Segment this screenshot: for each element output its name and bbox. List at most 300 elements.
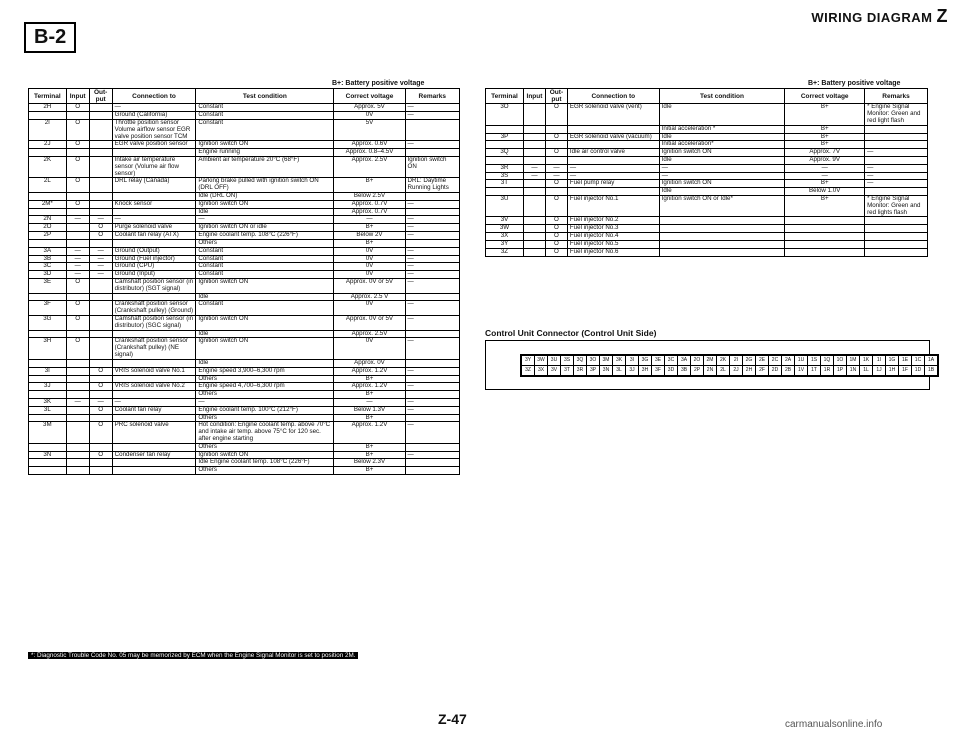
table-cell [89,104,112,112]
table-row [29,278,460,293]
table-row [29,359,460,367]
table-cell: 0V [334,263,405,271]
table-cell: B+ [785,125,865,133]
table-cell [865,240,928,248]
table-cell: 3W [486,225,524,233]
table-cell [66,193,89,201]
table-row [29,443,460,451]
connector-pin: 3L [613,366,625,375]
table-cell [66,293,89,301]
table-cell [66,224,89,232]
table-cell: — [405,271,459,279]
table-cell: 3J [29,383,67,391]
table-cell: Fuel injector No.3 [567,225,659,233]
table-row [29,216,460,224]
table-cell [405,414,459,422]
table-cell: DRL relay (Canada) [112,178,196,193]
table-cell [523,217,545,225]
table-cell: — [89,247,112,255]
table-cell: Condenser fan relay [112,451,196,459]
table-cell: 3U [486,196,524,217]
table-cell [405,375,459,383]
table-cell [29,193,67,201]
connector-pin: 3A [678,356,690,365]
table-cell: 3A [29,247,67,255]
table-cell: O [89,406,112,414]
table-cell: Ignition switch ON [196,141,334,149]
table-row [486,149,928,157]
table-cell: VRIS solenoid valve No.2 [112,383,196,391]
table-cell: 3H [29,338,67,359]
table-cell: O [66,119,89,140]
table-cell: — [659,172,785,180]
table-cell [29,414,67,422]
connector-pin: 1J [873,366,885,375]
connector-row-top [522,356,937,365]
table-cell: Ignition switch ON [196,451,334,459]
table-cell: — [66,398,89,406]
table-cell [545,125,567,133]
connector-pin: 2H [743,366,755,375]
table-cell: — [112,104,196,112]
table-cell: Approx. 0V [334,359,405,367]
table-cell: Fuel injector No.4 [567,233,659,241]
table-cell [66,391,89,399]
table-cell [89,467,112,475]
table-cell: Parking brake pulled with ignition switch ON (DRL OFF) [196,178,334,193]
table-cell [112,375,196,383]
table-cell [89,391,112,399]
table-cell [659,225,785,233]
table-cell: * Engine Signal Monitor: Green and red lights flash [865,196,928,217]
table-cell: 0V [334,255,405,263]
table-cell: 3G [29,316,67,331]
table-cell: B+ [334,451,405,459]
table-cell: Others [196,239,334,247]
column-header: Out-put [545,89,567,104]
table-cell [865,125,928,133]
table-cell [112,459,196,467]
table-cell: Idle [659,104,785,125]
table-cell: O [545,248,567,256]
connector-pin: 3G [639,356,651,365]
connector-pin: 1V [795,366,807,375]
table-cell [486,156,524,164]
table-cell [405,208,459,216]
table-cell: Intake air temperature sensor (Volume air flow sensor) [112,156,196,177]
connector-pin: 1A [925,356,937,365]
table-row [29,232,460,240]
table-row [29,422,460,443]
table-cell [89,443,112,451]
table-cell: — [196,216,334,224]
table-cell: Ignition switch ON [659,180,785,188]
table-row [29,316,460,331]
connector-pin: 3Z [522,366,534,375]
table-cell: Approx. 0.7V [334,200,405,208]
connector-pin: 1K [860,356,872,365]
table-cell: — [334,398,405,406]
connector-caption: Control Unit Connector (Control Unit Side) [485,328,657,338]
connector-row-bottom [522,366,937,375]
table-cell: B+ [334,239,405,247]
column-header: Correct voltage [785,89,865,104]
table-cell: 0V [334,112,405,120]
table-cell: — [334,216,405,224]
table-row [29,112,460,120]
footnote: *: Diagnostic Trouble Code No. 05 may be memorized by ECM when the Engine Signal Monitor is set to position 2M. [28,652,358,659]
table-row [29,451,460,459]
table-row [29,104,460,112]
table-cell [405,459,459,467]
table-cell: — [405,451,459,459]
table-cell [89,119,112,140]
table-cell: 2K [29,156,67,177]
table-cell: Purge solenoid valve [112,224,196,232]
table-row [29,459,460,467]
table-cell: Idle [659,188,785,196]
table-cell: Ambient air temperature 20°C (68°F) [196,156,334,177]
table-cell [659,248,785,256]
table-cell: Ground (California) [112,112,196,120]
table-cell: 3P [486,133,524,141]
table-cell: 2I [29,119,67,140]
table-cell [545,141,567,149]
table-cell [89,239,112,247]
column-header: Input [66,89,89,104]
table-cell [29,208,67,216]
table-cell [405,359,459,367]
table-cell: Fuel injector No.5 [567,240,659,248]
table-cell: — [405,338,459,359]
table-cell: B+ [334,414,405,422]
column-header: Out-put [89,89,112,104]
table-cell: O [66,301,89,316]
table-row [29,247,460,255]
table-row [29,271,460,279]
table-cell: B+ [334,375,405,383]
table-cell: O [545,180,567,188]
table-cell: — [89,255,112,263]
connector-pin: 2M [704,356,716,365]
table-cell: DRL: Daytime Running Lights [405,178,459,193]
table-cell: — [523,164,545,172]
table-cell: — [405,398,459,406]
table-cell: — [405,141,459,149]
table-cell: Below 2V [334,232,405,240]
table-cell: Approx. 0V or 5V [334,316,405,331]
connector-pin: 3N [600,366,612,375]
table-cell: — [405,422,459,443]
table-cell [89,330,112,338]
table-row [29,330,460,338]
table-cell [405,193,459,201]
table-cell [523,156,545,164]
table-cell: — [405,200,459,208]
table-cell: — [112,216,196,224]
table-cell: PRC solenoid valve [112,422,196,443]
section-tag: B-2 [24,22,76,53]
table-cell: 2J [29,141,67,149]
table-cell: O [545,240,567,248]
table-cell: — [545,172,567,180]
connector-pin: 3O [587,356,599,365]
table-row [29,467,460,475]
table-cell [523,233,545,241]
table-cell: B+ [785,133,865,141]
table-cell [112,391,196,399]
table-cell [112,149,196,157]
table-cell: — [405,278,459,293]
page-header [811,6,948,27]
table-cell: — [865,180,928,188]
table-cell: Approx. 5V [334,104,405,112]
table-cell: — [89,271,112,279]
table-cell: Approx. 7V [785,149,865,157]
table-cell [89,338,112,359]
table-cell: 3L [29,406,67,414]
table-cell [89,112,112,120]
table-cell [405,293,459,301]
table-cell [89,375,112,383]
table-cell: 0V [334,301,405,316]
table-cell: 5V [334,119,405,140]
watermark: carmanualsonline.info [785,719,883,730]
connector-pin: 3E [652,356,664,365]
table-cell [523,141,545,149]
table-row [486,141,928,149]
table-cell: Engine speed 3,900–6,300 rpm [196,367,334,375]
table-cell: 3S [486,172,524,180]
table-cell: Fuel injector No.1 [567,196,659,217]
connector-pin: 2E [756,356,768,365]
table-cell [112,293,196,301]
table-cell: O [545,225,567,233]
table-cell [29,443,67,451]
table-cell [66,112,89,120]
table-cell [486,141,524,149]
table-row [29,338,460,359]
table-cell [89,193,112,201]
table-row [29,149,460,157]
column-header: Connection to [112,89,196,104]
connector-pin: 1U [795,356,807,365]
table-row [29,156,460,177]
table-cell: O [89,383,112,391]
table-cell: — [405,104,459,112]
connector-pin: 1M [847,356,859,365]
connector-pin: 1F [899,366,911,375]
table-cell: Camshaft position sensor (in distributor) (SGT signal) [112,278,196,293]
table-cell: — [405,316,459,331]
table-cell: Constant [196,104,334,112]
column-header: Test condition [659,89,785,104]
table-cell [66,208,89,216]
table-cell [545,156,567,164]
connector-pin: 2C [769,356,781,365]
table-cell: Throttle position sensor Volume airflow sensor EGR valve position sensor TCM [112,119,196,140]
table-cell: B+ [334,391,405,399]
connector-pin: 3X [535,366,547,375]
table-cell: 3R [486,164,524,172]
column-header: Remarks [405,89,459,104]
table-cell [523,248,545,256]
connector-pin: 3T [561,366,573,375]
table-cell: 3K [29,398,67,406]
table-cell: VRIS solenoid valve No.1 [112,367,196,375]
table-row [29,367,460,375]
table-cell [785,240,865,248]
table-cell: — [89,263,112,271]
connector-pin: 2P [691,366,703,375]
table-cell [66,443,89,451]
table-cell: O [66,316,89,331]
table-cell: — [66,263,89,271]
table-row [29,255,460,263]
table-cell: Fuel injector No.2 [567,217,659,225]
connector-pin: 2A [782,356,794,365]
table-cell: 3N [29,451,67,459]
table-row [486,225,928,233]
table-cell: Engine coolant temp. 108°C (226°F) [196,232,334,240]
table-cell: Approx. 2.5V [334,330,405,338]
table-cell [523,188,545,196]
table-cell: — [567,172,659,180]
table-cell: Ground (CPU) [112,263,196,271]
table-cell [112,330,196,338]
table-cell: — [545,164,567,172]
table-row [29,200,460,208]
table-cell [29,149,67,157]
table-cell: 3Q [486,149,524,157]
table-cell: Constant [196,255,334,263]
table-cell: B+ [785,104,865,125]
table-cell: O [89,232,112,240]
table-cell [865,156,928,164]
table-cell: 2L [29,178,67,193]
table-cell: O [66,178,89,193]
table-cell: — [112,398,196,406]
connector-pin: 1E [899,356,911,365]
table-cell: Below 2.5V [334,193,405,201]
table-cell [66,375,89,383]
table-cell: O [89,422,112,443]
table-cell: B+ [785,141,865,149]
table-cell: — [405,406,459,414]
table-cell: Idle [196,359,334,367]
table-cell: O [545,133,567,141]
table-cell: Engine coolant temp. 100°C (212°F) [196,406,334,414]
table-cell [567,156,659,164]
table-cell [29,459,67,467]
table-row [29,208,460,216]
table-cell: 3I [29,367,67,375]
table-cell: — [405,247,459,255]
table-cell [405,149,459,157]
table-row [486,217,928,225]
table-cell: Crankshaft position sensor (Crankshaft pulley) (Ground) [112,301,196,316]
table-cell [66,232,89,240]
table-cell [523,225,545,233]
table-cell: 2P [29,232,67,240]
table-cell [89,316,112,331]
table-cell [29,239,67,247]
table-cell [523,104,545,125]
connector-pin: 3W [535,356,547,365]
table-cell [66,451,89,459]
table-cell: Below 1.0V [785,188,865,196]
connector-pin: 3D [665,366,677,375]
table-cell: Ignition switch ON [659,149,785,157]
table-cell [523,196,545,217]
table-cell: Idle Engine coolant temp. 108°C (226°F) [196,459,334,467]
table-cell: Idle [659,156,785,164]
column-header: Terminal [29,89,67,104]
table-row [29,406,460,414]
table-row [29,119,460,140]
table-cell: 2O [29,224,67,232]
connector-pin: 3I [626,356,638,365]
header-letter: Z [936,6,948,26]
table-cell [865,233,928,241]
table-cell: 3Y [486,240,524,248]
table-row [29,391,460,399]
table-cell [659,217,785,225]
table-cell [405,119,459,140]
table-cell [785,225,865,233]
table-cell: O [545,233,567,241]
connector-pin: 1B [925,366,937,375]
table-cell: — [405,112,459,120]
table-cell: O [66,278,89,293]
column-header: Input [523,89,545,104]
connector-pin: 1C [912,356,924,365]
connector-pin: 3V [548,366,560,375]
table-cell: 3B [29,255,67,263]
table-cell: — [405,216,459,224]
table-cell [89,359,112,367]
table-cell: Idle air control valve [567,149,659,157]
table-cell [66,467,89,475]
table-row [29,224,460,232]
table-cell [865,133,928,141]
table-cell: Camshaft position sensor (in distributor) (SGC signal) [112,316,196,331]
table-cell: Others [196,391,334,399]
table-cell: Below 1.3V [334,406,405,414]
table-cell: B+ [334,467,405,475]
table-cell [89,278,112,293]
connector-pin: 3C [665,356,677,365]
connector-pin: 1H [886,366,898,375]
table-cell: — [196,398,334,406]
table-cell [89,200,112,208]
table-cell [112,467,196,475]
table-cell: 3E [29,278,67,293]
table-cell [567,141,659,149]
table-cell [785,233,865,241]
table-cell [112,414,196,422]
table-row [29,141,460,149]
table-cell: Ignition switch ON [196,200,334,208]
table-cell [29,391,67,399]
table-cell: Constant [196,271,334,279]
table-cell: O [66,200,89,208]
table-cell [486,188,524,196]
table-cell: — [785,164,865,172]
table-cell: Approx. 2.5 V [334,293,405,301]
table-row [29,301,460,316]
table-cell: Initial acceleration* [659,141,785,149]
